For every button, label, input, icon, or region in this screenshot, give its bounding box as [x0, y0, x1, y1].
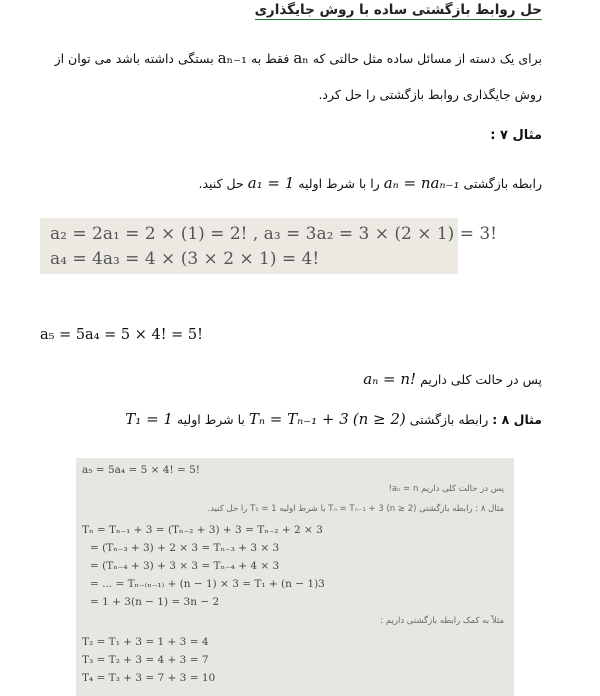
scan2-example8: مثال ۸ : رابطه بازگشتی Tₙ = Tₙ₋₁ + 3 (n ≥ 2) با شرط اولیه T₁ = 1 را حل کنید. [207, 504, 504, 514]
scan1-line-2: a₄ = 4a₃ = 4 × (3 × 2 × 1) = 4! [50, 249, 320, 269]
example7-label: مثال ۷ : [490, 128, 542, 143]
scan1-line-1: a₂ = 2a₁ = 2 × (1) = 2! , a₃ = 3a₂ = 3 × (2 × 1) = 3! [50, 224, 498, 244]
example7-text-post: حل کنید. [198, 176, 244, 191]
conclusion-formula: aₙ = n! [363, 370, 417, 388]
general-conclusion [363, 370, 542, 388]
example8-condition: (n ≥ 2) [352, 410, 406, 428]
scan2-t4: T₄ = T₃ + 3 = 7 + 3 = 10 [82, 672, 216, 684]
scan2-t3: T₃ = T₂ + 3 = 4 + 3 = 7 [82, 654, 209, 666]
conclusion-text: پس در حالت کلی داریم [420, 372, 542, 387]
scanned-solution-image-1 [40, 218, 498, 274]
example8-initial: T₁ = 1 [125, 410, 173, 428]
intro-text-2: فقط به [251, 51, 290, 66]
page-title: حل روابط بازگشتی ساده با روش جایگذاری [254, 2, 542, 18]
example7-initial: a₁ = 1 [247, 174, 295, 192]
a5-equation: a₅ = 5a₄ = 5 × 4! = 5! [40, 327, 203, 343]
intro-text-1: برای یک دسته از مسائل ساده مثل حالتی که [312, 51, 542, 66]
scan2-step-3: = (Tₙ₋₄ + 3) + 3 × 3 = Tₙ₋₄ + 4 × 3 [90, 560, 280, 572]
scan2-step-2: = (Tₙ₋₃ + 3) + 2 × 3 = Tₙ₋₃ + 3 × 3 [90, 542, 280, 554]
scan2-step-4: = ... = Tₙ₋₍ₙ₋₁₎ + (n − 1) × 3 = T₁ + (n − 1)3 [90, 578, 325, 590]
example8-text-mid: با شرط اولیه [176, 412, 245, 427]
scan2-conclusion: پس در حالت کلی داریم aₙ = n! [388, 484, 504, 494]
example8-text-pre: رابطه بازگشتی [409, 412, 489, 427]
intro-an1: aₙ₋₁ [217, 49, 248, 67]
intro-paragraph [42, 40, 542, 113]
example8-statement [125, 410, 542, 428]
scan2-step-1: Tₙ = Tₙ₋₁ + 3 = (Tₙ₋₂ + 3) + 3 = Tₙ₋₂ + 2 × 3 [82, 524, 323, 536]
scanned-solution-image-2 [76, 458, 514, 696]
example7-relation: aₙ = naₙ₋₁ [383, 174, 460, 192]
scan2-t2: T₂ = T₁ + 3 = 1 + 3 = 4 [82, 636, 209, 648]
example8-label: مثال ۸ : [492, 412, 542, 427]
scan2-a5: a₅ = 5a₄ = 5 × 4! = 5! [82, 464, 200, 476]
example8-relation: Tₙ = Tₙ₋₁ + 3 [248, 410, 349, 428]
intro-text-3: بستگی داشته باشد می توان از روش جایگذاری روابط بازگشتی را حل کرد. [54, 51, 542, 102]
scan2-example-note: مثلاً به کمک رابطه بازگشتی داریم : [380, 616, 504, 626]
example7-statement [199, 174, 543, 192]
scan2-step-5: = 1 + 3(n − 1) = 3n − 2 [90, 596, 220, 608]
intro-an: aₙ [293, 49, 309, 67]
example7-text-pre: رابطه بازگشتی [463, 176, 542, 191]
example7-text-mid: را با شرط اولیه [298, 176, 380, 191]
